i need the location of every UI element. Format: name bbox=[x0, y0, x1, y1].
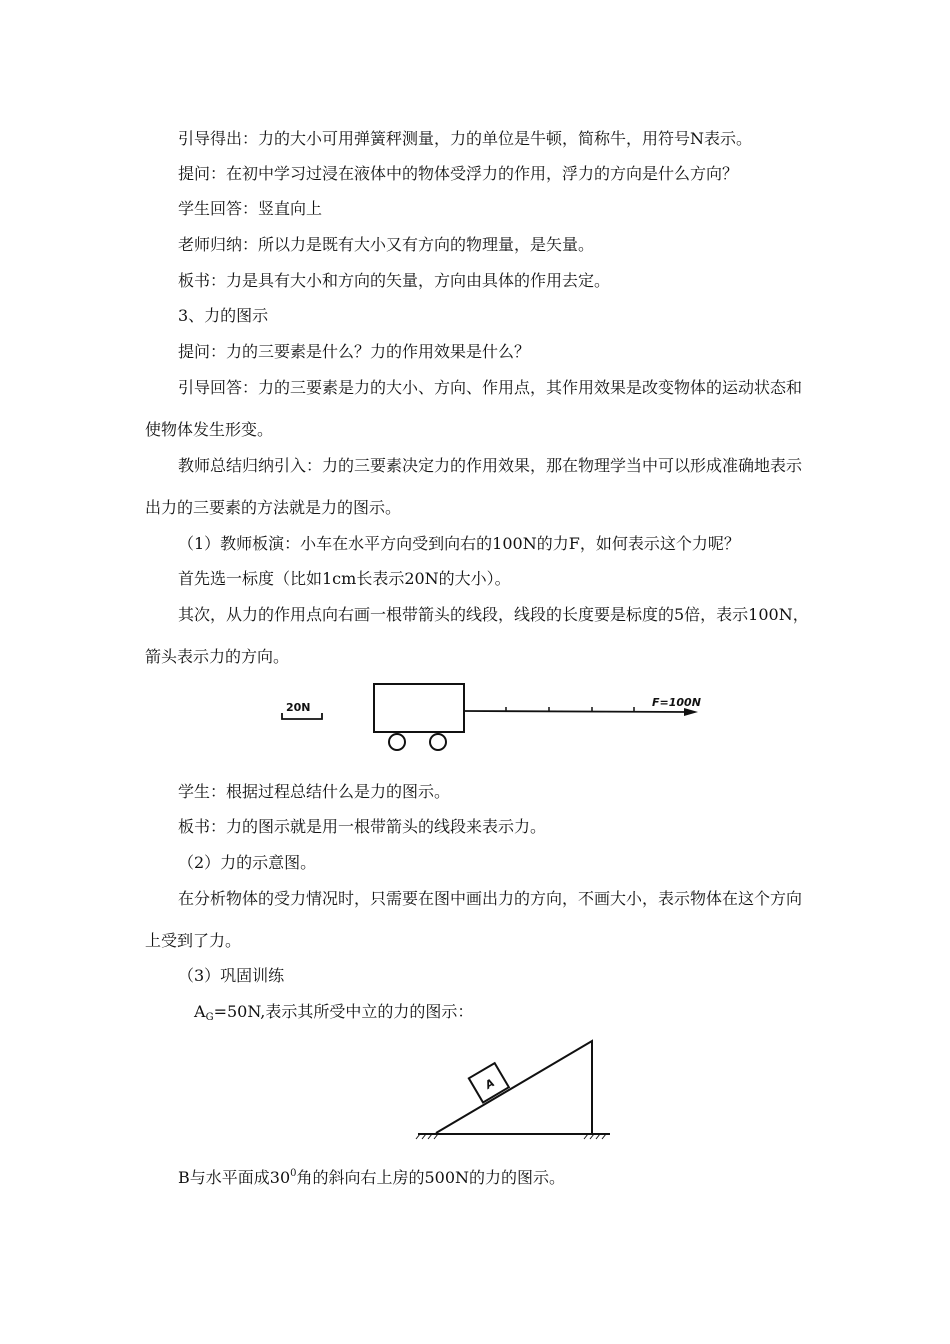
paragraph-teacher-intro-line1: 教师总结归纳引入：力的三要素决定力的作用效果，那在物理学当中可以形成准确地表示 bbox=[178, 456, 803, 475]
paragraph-student-summary: 学生：根据过程总结什么是力的图示。 bbox=[178, 782, 451, 801]
exercise-a-subscript: G bbox=[205, 1012, 214, 1023]
cart-body bbox=[374, 684, 464, 732]
paragraph-guided-answer-line1: 引导回答：力的三要素是力的大小、方向、作用点，其作用效果是改变物体的运动状态和 bbox=[178, 378, 803, 397]
paragraph-exercise-a bbox=[194, 1002, 473, 1028]
paragraph-board-note-definition: 板书：力的图示就是用一根带箭头的线段来表示力。 bbox=[178, 817, 547, 836]
incline-triangle bbox=[436, 1041, 592, 1133]
paragraph-choose-scale: 首先选一标度（比如1cm长表示20N的大小）。 bbox=[178, 569, 511, 588]
force-label: F=100N bbox=[652, 696, 701, 709]
paragraph-exercise-b bbox=[178, 1164, 565, 1188]
cart-force-diagram bbox=[270, 675, 720, 755]
paragraph-student-answer: 学生回答：竖直向上 bbox=[178, 199, 323, 218]
paragraph-draw-arrow-line1: 其次，从力的作用点向右画一根带箭头的线段，线段的长度要是标度的5倍，表示100N， bbox=[178, 605, 809, 624]
section-heading-force-diagram: 3、力的图示 bbox=[178, 306, 269, 325]
block-a bbox=[469, 1063, 509, 1102]
scale-label: 20N bbox=[286, 701, 311, 714]
cart-wheel-right bbox=[430, 734, 446, 750]
paragraph-schematic-line2: 上受到了力。 bbox=[145, 931, 242, 950]
force-arrow-line bbox=[464, 711, 690, 712]
paragraph-guided-answer-line2: 使物体发生形变。 bbox=[145, 420, 274, 439]
paragraph-board-demo: （1）教师板演：小车在水平方向受到向右的100N的力F，如何表示这个力呢？ bbox=[178, 534, 740, 553]
force-arrowhead bbox=[684, 708, 698, 716]
paragraph-three-elements-question: 提问：力的三要素是什么？力的作用效果是什么？ bbox=[178, 342, 531, 361]
subsection-schematic: （2）力的示意图。 bbox=[178, 853, 317, 872]
exercise-a-prefix: A bbox=[194, 1002, 206, 1021]
exercise-b-prefix: B与水平面成30 bbox=[178, 1168, 291, 1187]
subsection-practice: （3）巩固训练 bbox=[178, 966, 285, 985]
paragraph-draw-arrow-line2: 箭头表示力的方向。 bbox=[145, 647, 290, 666]
exercise-a-text: =50N,表示其所受中立的力的图示： bbox=[213, 1002, 474, 1021]
paragraph-teacher-summary: 老师归纳：所以力是既有大小又有方向的物理量，是矢量。 bbox=[178, 235, 595, 254]
block-label: A bbox=[482, 1076, 497, 1092]
paragraph-teacher-intro-line2: 出力的三要素的方法就是力的图示。 bbox=[145, 498, 402, 517]
exercise-b-text: 角的斜向右上房的500N的力的图示。 bbox=[296, 1168, 566, 1187]
paragraph-buoyancy-question: 提问：在初中学习过浸在液体中的物体受浮力的作用，浮力的方向是什么方向？ bbox=[178, 164, 739, 183]
incline-diagram bbox=[412, 1033, 612, 1143]
paragraph-force-unit: 引导得出：力的大小可用弹簧秤测量，力的单位是牛顿，简称牛，用符号N表示。 bbox=[178, 129, 753, 148]
exercise-b-superscript: 0 bbox=[290, 1168, 297, 1179]
paragraph-board-note-vector: 板书：力是具有大小和方向的矢量，方向由具体的作用去定。 bbox=[178, 271, 611, 290]
cart-wheel-left bbox=[389, 734, 405, 750]
paragraph-schematic-line1: 在分析物体的受力情况时，只需要在图中画出力的方向，不画大小，表示物体在这个方向 bbox=[178, 889, 803, 908]
